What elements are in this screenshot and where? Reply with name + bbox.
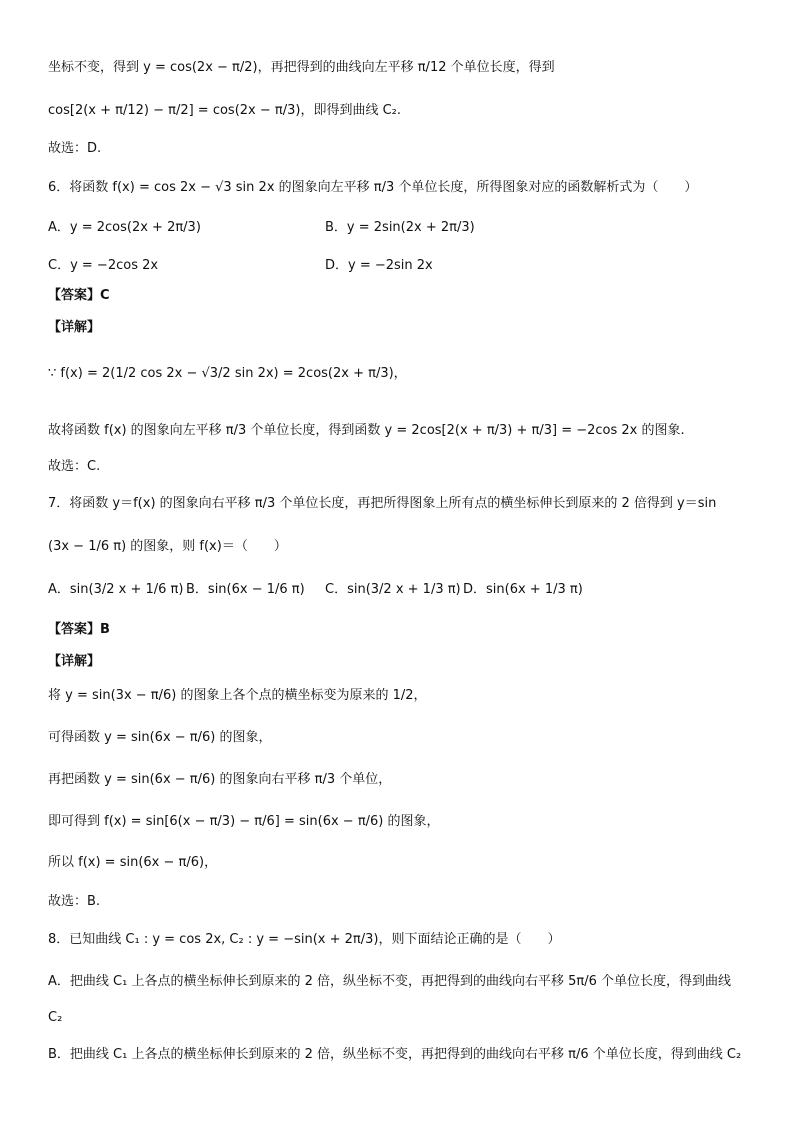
text-line: 即可得到 f(x) = sin[6(x − π/3) − π/6] = sin(6x − π/6) 的图象，	[48, 814, 440, 829]
q8-option-a-cont: C₂	[48, 1010, 63, 1025]
text-line: 再把函数 y = sin(6x − π/6) 的图象向右平移 π/3 个单位，	[48, 772, 392, 787]
text-line: 故选：B.	[48, 894, 101, 909]
text-line: 故选：D.	[48, 141, 102, 156]
text-line: 故选：C.	[48, 459, 101, 474]
question-7-stem-cont: (3x − 1/6 π) 的图象，则 f(x)＝（ ）	[48, 539, 287, 554]
explanation-label: 【详解】	[48, 320, 101, 335]
q6-option-c: C．y = −2cos 2x	[48, 258, 159, 273]
question-8-stem: 8．已知曲线 C₁ : y = cos 2x, C₂ : y = −sin(x + 2π/3)，则下面结论正确的是（ ）	[48, 932, 561, 947]
q8-option-b: B．把曲线 C₁ 上各点的横坐标伸长到原来的 2 倍，纵坐标不变，再把得到的曲线向右平移 π/6 个单位长度，得到曲线 C₂	[48, 1047, 742, 1062]
q6-option-d: D．y = −2sin 2x	[325, 258, 433, 273]
explanation-label: 【详解】	[48, 654, 101, 669]
text-line: cos[2(x + π/12) − π/2] = cos(2x − π/3)，即得到曲线 C₂.	[48, 103, 401, 118]
answer-label: 【答案】B	[48, 622, 110, 637]
q6-option-b: B．y = 2sin(2x + 2π/3)	[325, 220, 475, 235]
q7-option-c: C．sin(3/2 x + 1/3 π)	[325, 582, 461, 597]
q7-option-a: A．sin(3/2 x + 1/6 π)	[48, 582, 184, 597]
question-7-stem: 7．将函数 y＝f(x) 的图象向右平移 π/3 个单位长度，再把所得图象上所有点的横坐标伸长到原来的 2 倍得到 y＝sin	[48, 496, 717, 511]
text-line: 所以 f(x) = sin(6x − π/6)，	[48, 855, 218, 870]
text-line: ∵ f(x) = 2(1/2 cos 2x − √3/2 sin 2x) = 2cos(2x + π/3)，	[48, 366, 407, 381]
question-6-stem: 6．将函数 f(x) = cos 2x − √3 sin 2x 的图象向左平移 π/3 个单位长度，所得图象对应的函数解析式为（ ）	[48, 180, 698, 195]
q7-option-d: D．sin(6x + 1/3 π)	[463, 582, 583, 597]
q7-option-b: B．sin(6x − 1/6 π)	[186, 582, 305, 597]
answer-label: 【答案】C	[48, 288, 110, 303]
text-line: 故将函数 f(x) 的图象向左平移 π/3 个单位长度，得到函数 y = 2cos[2(x + π/3) + π/3] = −2cos 2x 的图象.	[48, 423, 685, 438]
text-line: 将 y = sin(3x − π/6) 的图象上各个点的横坐标变为原来的 1/2，	[48, 688, 427, 703]
q6-option-a: A．y = 2cos(2x + 2π/3)	[48, 220, 201, 235]
q8-option-a: A．把曲线 C₁ 上各点的横坐标伸长到原来的 2 倍，纵坐标不变，再把得到的曲线向右平移 5π/6 个单位长度，得到曲线	[48, 974, 731, 989]
text-line: 可得函数 y = sin(6x − π/6) 的图象，	[48, 730, 272, 745]
text-line: 坐标不变，得到 y = cos(2x − π/2)，再把得到的曲线向左平移 π/12 个单位长度，得到	[48, 60, 555, 75]
